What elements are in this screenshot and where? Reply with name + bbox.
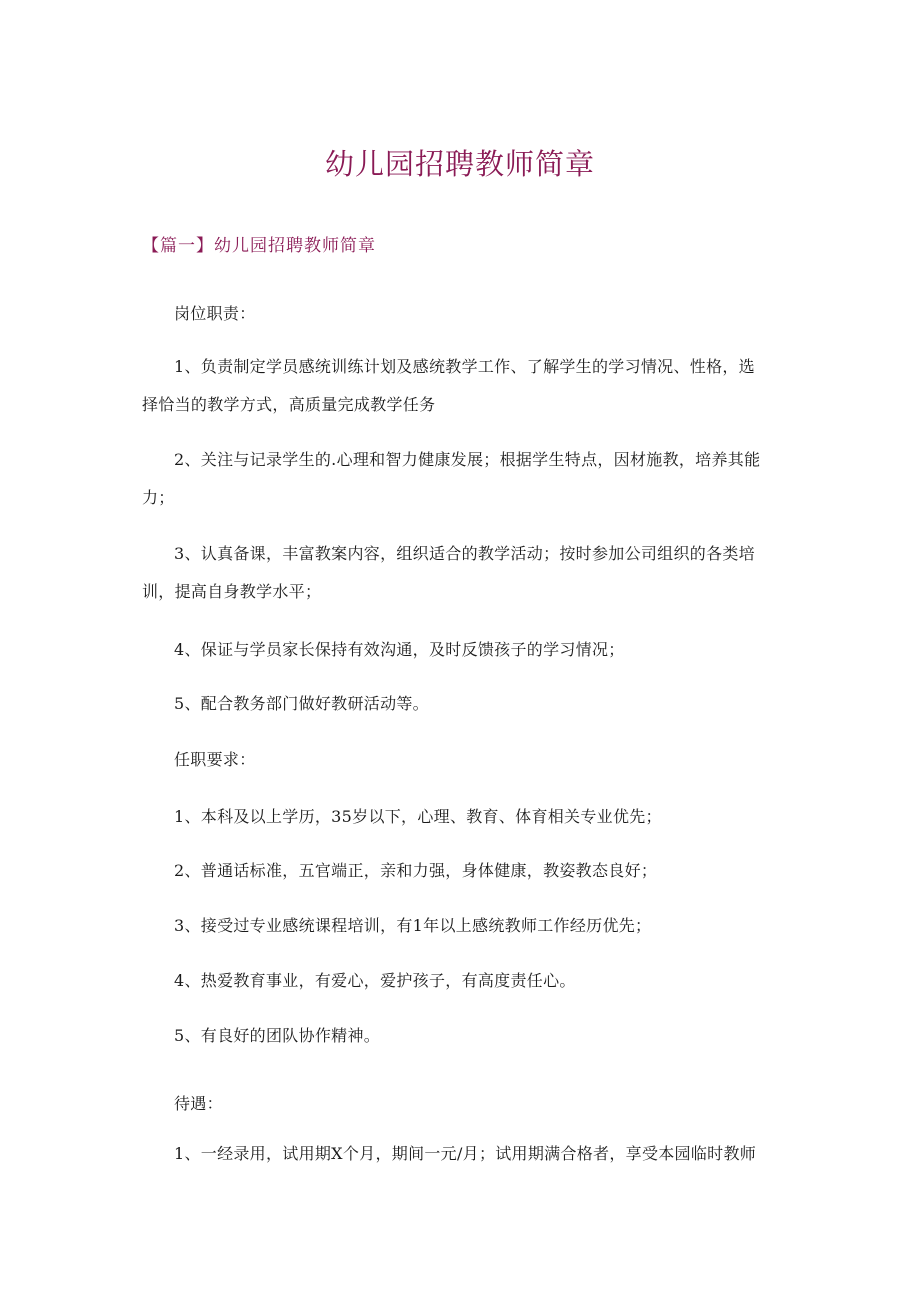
requirement-item-4: 4、热爱教育事业，有爱心，爱护孩子，有高度责任心。 bbox=[174, 971, 576, 990]
duty-item-3-line1: 3、认真备课，丰富教案内容，组织适合的教学活动；按时参加公司组织的各类培 bbox=[174, 544, 755, 563]
requirements-label: 任职要求： bbox=[174, 750, 256, 769]
requirement-item-2: 2、普通话标准，五官端正，亲和力强，身体健康，教姿教态良好； bbox=[174, 861, 658, 880]
duty-item-2-line2: 力； bbox=[142, 488, 175, 507]
duties-label: 岗位职责： bbox=[174, 304, 256, 323]
duty-item-1-line1: 1、负责制定学员感统训练计划及感统教学工作、了解学生的学习情况、性格，选 bbox=[174, 357, 755, 376]
duty-item-5: 5、配合教务部门做好教研活动等。 bbox=[174, 694, 429, 713]
requirement-item-1: 1、本科及以上学历，35岁以下，心理、教育、体育相关专业优先； bbox=[174, 807, 662, 826]
section-heading: 【篇一】幼儿园招聘教师简章 bbox=[142, 236, 376, 256]
benefits-label: 待遇： bbox=[174, 1094, 223, 1113]
document-title: 幼儿园招聘教师简章 bbox=[324, 147, 595, 181]
duty-item-1-line2: 择恰当的教学方式，高质量完成教学任务 bbox=[142, 395, 436, 414]
benefit-item-1: 1、一经录用，试用期X个月，期间一元/月；试用期满合格者，享受本园临时教师 bbox=[174, 1144, 757, 1163]
requirement-item-5: 5、有良好的团队协作精神。 bbox=[174, 1026, 381, 1045]
duty-item-4: 4、保证与学员家长保持有效沟通，及时反馈孩子的学习情况； bbox=[174, 640, 625, 659]
duty-item-3-line2: 训，提高自身教学水平； bbox=[142, 582, 322, 601]
duty-item-2-line1: 2、关注与记录学生的.心理和智力健康发展；根据学生特点，因材施教，培养其能 bbox=[174, 450, 761, 469]
requirement-item-3: 3、接受过专业感统课程培训，有1年以上感统教师工作经历优先； bbox=[174, 916, 652, 935]
